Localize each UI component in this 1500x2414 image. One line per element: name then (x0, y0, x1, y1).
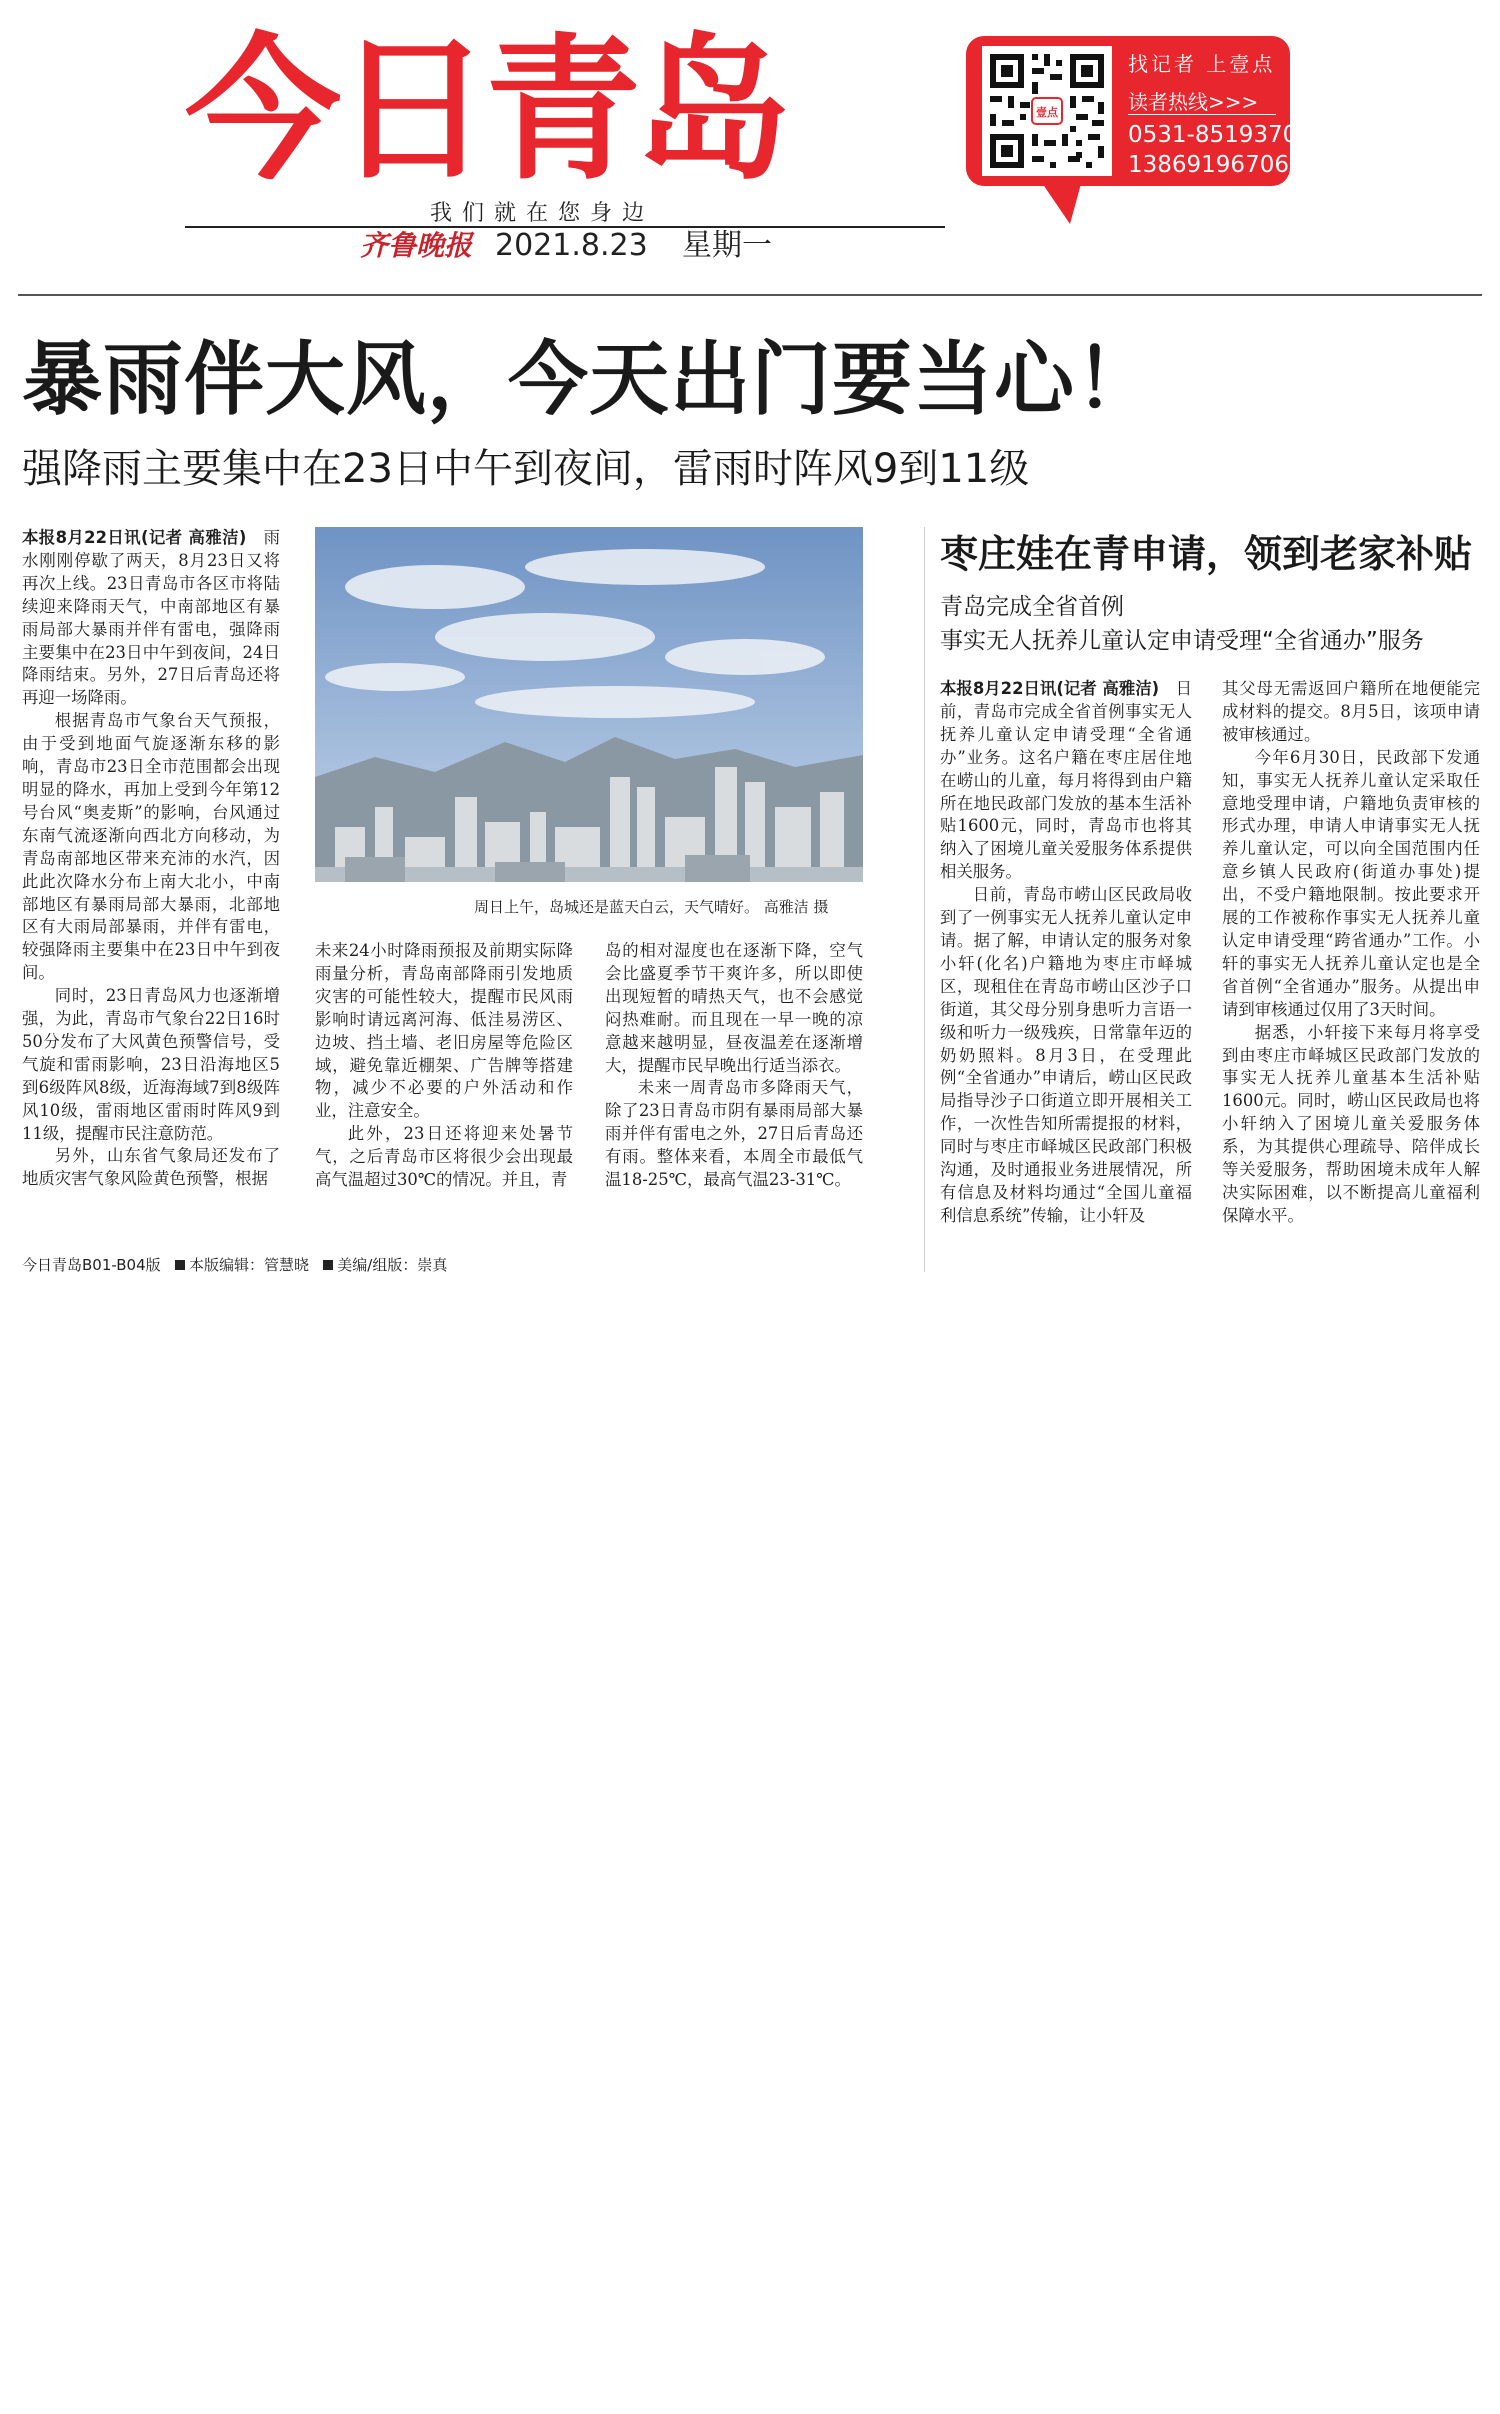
hotline-divider (1128, 114, 1276, 115)
hotline-label: 读者热线>>> (1128, 90, 1259, 114)
main-subheadline: 强降雨主要集中在23日中午到夜间，雷雨时阵风9到11级 (22, 446, 1030, 492)
main-story-column-3 (605, 940, 863, 1250)
qr-logo-text: 壹点 (1036, 106, 1058, 119)
column-divider (924, 527, 925, 1272)
paragraph: 其父母无需返回户籍所在地便能完成材料的提交。8月5日，该项申请被审核通过。 (1222, 679, 1480, 744)
side-headline: 枣庄娃在青申请，领到老家补贴 (940, 532, 1473, 576)
issue-date: 2021.8.23 (495, 228, 648, 263)
paragraph: 未来一周青岛市多降雨天气，除了23日青岛市阴有暴雨局部大暴雨并伴有雷电之外，27日后青岛还有雨。整体来看，本周全市最低气温18-25℃，最高气温23-31℃。 (605, 1078, 863, 1190)
paragraph: 根据青岛市气象台天气预报，由于受到地面气旋逐渐东移的影响，青岛市23日全市范围都会出现明显的降水，再加上受到今年第12号台风“奥麦斯”的影响，台风通过东南气流逐渐向西北方向移动，为青岛南部地区带来充沛的水汽，因此此次降水分布上南大北小，中南部地区有暴雨局部大暴雨，北部地区有大雨局部暴雨，并伴有雷电，较强降雨主要集中在23日中午到夜间。 (22, 711, 280, 983)
byline: 本报8月22日讯(记者 高雅洁) (940, 679, 1160, 698)
masthead-bottom-rule (18, 294, 1482, 296)
hotline-phone-1: 0531-85193700 (1128, 122, 1312, 148)
hotline-slogan: 找记者 上壹点 (1128, 52, 1276, 76)
paper-name-logo: 齐鲁晚报 (360, 229, 473, 262)
qr-code-icon[interactable] (982, 46, 1112, 176)
masthead-slogan: 我们就在您身边 (430, 201, 655, 226)
paragraph: 另外，山东省气象局还发布了地质灾害气象风险黄色预警，根据 (22, 1146, 280, 1189)
byline: 本报8月22日讯(记者 高雅洁) (22, 528, 247, 547)
side-subheadline-2: 事实无人抚养儿童认定申请受理“全省通办”服务 (940, 628, 1424, 654)
main-headline: 暴雨伴大风，今天出门要当心！ (22, 333, 1156, 426)
paragraph: 日前，青岛市崂山区民政局收到了一例事实无人抚养儿童认定申请。据了解，申请认定的服务对象小轩(化名)户籍地为枣庄市峄城区，现租住在青岛市崂山区沙子口街道，其父母分别身患听力言语一级和听力一级残疾，日常靠年迈的奶奶照料。8月3日，在受理此例“全省通办”申请后，崂山区民政局指导沙子口街道立即开展相关工作，一次性告知所需提报的材料，同时与枣庄市峄城区民政部门积极沟通，及时通报业务进展情况，所有信息及材料均通过“全国儿童福利信息系统”传输，让小轩及 (940, 885, 1192, 1225)
lead-paragraph: 雨水刚刚停歇了两天，8月23日又将再次上线。23日青岛市各区市将陆续迎来降雨天气，中南部地区有暴雨局部大暴雨并伴有雷电，强降雨主要集中在23日中午到夜间，24日降雨结束。另外，27日后青岛还将再迎一场降雨。 (22, 528, 280, 708)
page-footer (22, 1254, 447, 1275)
square-bullet-icon (175, 1260, 185, 1270)
paragraph: 此外，23日还将迎来处暑节气，之后青岛市区将很少会出现最高气温超过30℃的情况。并且，青 (315, 1124, 573, 1190)
lead-paragraph: 日前，青岛市完成全省首例事实无人抚养儿童认定申请受理“全省通办”业务。这名户籍在枣庄居住地在崂山的儿童，每月将得到由户籍所在地民政部门发放的基本生活补贴1600元，同时，青岛市也将其纳入了困境儿童关爱服务体系提供相关服务。 (940, 679, 1192, 882)
paragraph: 未来24小时降雨预报及前期实际降雨量分析，青岛南部降雨引发地质灾害的可能性较大，提醒市民风雨影响时请远离河海、低洼易涝区、边坡、挡土墙、老旧房屋等危险区域，避免靠近棚架、广告牌等搭建物，减少不必要的户外活动和作业，注意安全。 (315, 941, 573, 1121)
hotline-speech-tail (1040, 180, 1082, 224)
city-skyline-photo (315, 527, 863, 925)
main-story-column-1 (22, 527, 280, 1251)
side-subheadline-1: 青岛完成全省首例 (940, 594, 1124, 620)
edition-label: 今日青岛B01-B04版 (22, 1256, 161, 1274)
photo-caption: 周日上午，岛城还是蓝天白云，天气晴好。 高雅洁 摄 (474, 898, 829, 916)
paragraph: 岛的相对湿度也在逐渐下降，空气会比盛夏季节干爽许多，所以即使出现短暂的晴热天气，也不会感觉闷热难耐。而且现在一早一晚的凉意越来越明显，昼夜温差在逐渐增大，提醒市民早晚出行适当添衣。 (605, 941, 863, 1075)
designer-credit: 美编/组版：崇真 (337, 1256, 448, 1274)
paragraph: 据悉，小轩接下来每月将享受到由枣庄市峄城区民政部门发放的事实无人抚养儿童基本生活补贴1600元。同时，崂山区民政局也将小轩纳入了困境儿童关爱服务体系，为其提供心理疏导、陪伴成长等关爱服务，帮助困境未成年人解决实际困难，以不断提高儿童福利保障水平。 (1222, 1022, 1480, 1225)
side-story-column-2 (1222, 678, 1480, 1274)
editor-credit: 本版编辑：管慧晓 (188, 1256, 309, 1274)
masthead-title: 今日青岛 (185, 19, 785, 201)
paragraph: 今年6月30日，民政部下发通知，事实无人抚养儿童认定采取任意地受理申请，户籍地负责审核的形式办理，申请人申请事实无人抚养儿童认定，可以向全国范围内任意乡镇人民政府(街道办事处)提出，不受户籍地限制。按此要求开展的工作被称作事实无人抚养儿童认定申请受理“跨省通办”工作。小轩的事实无人抚养儿童认定也是全省首例“全省通办”服务。从提出申请到审核通过仅用了3天时间。 (1222, 747, 1480, 1019)
square-bullet-icon (323, 1260, 333, 1270)
paragraph: 同时，23日青岛风力也逐渐增强，为此，青岛市气象台22日16时50分发布了大风黄色预警信号，受气旋和雷雨影响，23日沿海地区5到6级阵风8级，近海海域7到8级阵风10级，雷雨地区雷雨时阵风9到11级，提醒市民注意防范。 (22, 986, 280, 1143)
issue-weekday: 星期一 (682, 228, 772, 263)
hotline-phone-2: 13869196706 (1128, 152, 1289, 178)
side-story-column-1 (940, 678, 1192, 1274)
main-story-column-2 (315, 940, 573, 1250)
